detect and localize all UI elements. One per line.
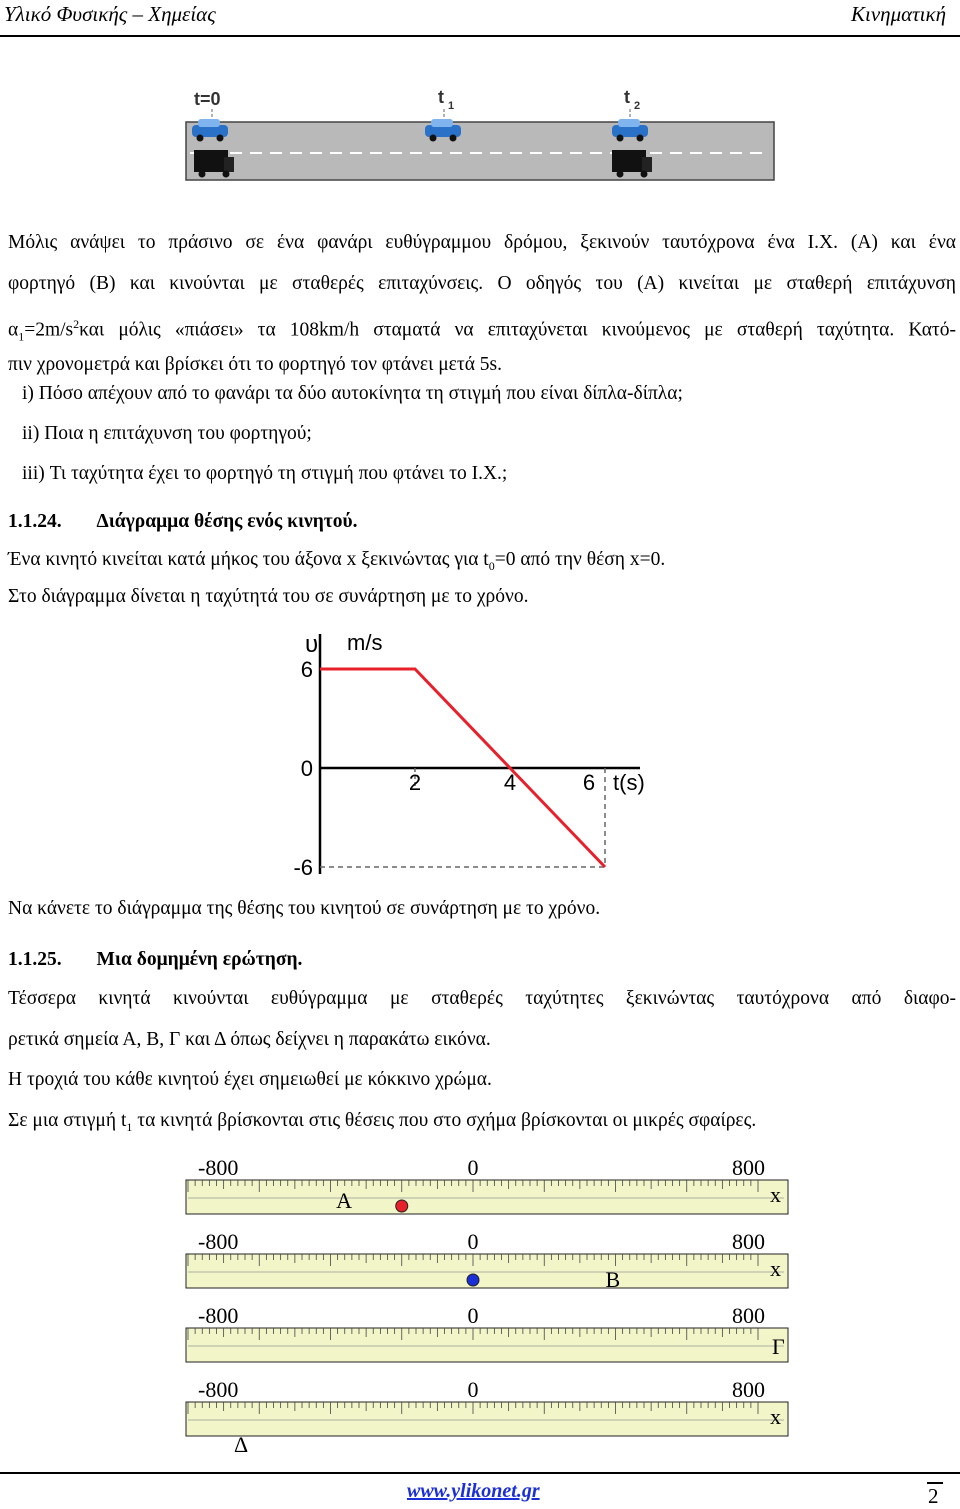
point-label: Α xyxy=(336,1188,353,1213)
problem-title: Μια δομημένη ερώτηση. xyxy=(96,949,303,970)
text-line: ρετικά σημεία Α, Β, Γ και Δ όπως δείχνει η παρακάτω εικόνα. xyxy=(8,1028,491,1050)
superscript: 2 xyxy=(73,317,80,332)
header-rule xyxy=(0,35,960,37)
velocity-time-chart xyxy=(295,622,655,884)
ruler-axis-label: x xyxy=(770,1182,781,1207)
ruler-label-left: -800 xyxy=(198,1377,239,1402)
y-tick-label: -6 xyxy=(293,855,313,880)
problem-24-task: Να κάνετε το διάγραμμα της θέσης του κινητού σε συνάρτηση με το χρόνο. xyxy=(8,898,601,919)
text-line: Μόλις ανάψει το πράσινο σε ένα φανάρι ευθύγραμμου δρόμου, ξεκινούν ταυτόχρονα ένα Ι.Χ. (Α) και ένα xyxy=(8,232,956,253)
page-number xyxy=(928,1480,943,1509)
ruler-label-left: -800 xyxy=(198,1229,239,1254)
page-number-text: 2 xyxy=(928,1484,939,1508)
text-line: Η τροχιά του κάθε κινητού έχει σημειωθεί με κόκκινο χρώμα. xyxy=(8,1069,492,1091)
road xyxy=(186,122,774,180)
position-ball xyxy=(396,1200,408,1212)
ruler-label-left: -800 xyxy=(198,1303,239,1328)
x-tick-label: 4 xyxy=(503,770,517,795)
label-t0: t=0 xyxy=(194,89,221,109)
text-line xyxy=(8,1101,956,1142)
y-axis-unit: m/s xyxy=(347,630,383,655)
ruler xyxy=(186,1303,788,1362)
position-rulers xyxy=(180,1150,820,1457)
problem-24-line1 xyxy=(8,549,665,574)
question-iii: iii) Τι ταχύτητα έχει το φορτηγό τη στιγμή που φτάνει το Ι.Χ.; xyxy=(22,463,508,484)
ruler-label-right: 800 xyxy=(732,1377,765,1402)
problem-25-heading xyxy=(8,949,302,971)
footer-link[interactable]: www.ylikonet.gr xyxy=(407,1480,540,1502)
label-t1: t xyxy=(438,87,444,107)
text-line xyxy=(8,304,956,345)
ruler-label-zero: 0 xyxy=(467,1377,479,1402)
question-i: i) Πόσο απέχουν από το φανάρι τα δύο αυτοκίνητα τη στιγμή που είναι δίπλα-δίπλα; xyxy=(22,383,683,404)
ruler-axis-label: x xyxy=(770,1404,781,1429)
point-label: Δ xyxy=(234,1432,249,1457)
problem-number: 1.1.25. xyxy=(8,949,62,970)
label-t2-sub: 2 xyxy=(634,100,641,112)
text-span: Σε μια στιγμή t xyxy=(8,1110,127,1132)
ruler-label-right: 800 xyxy=(732,1155,765,1180)
x-tick-label: 2 xyxy=(408,770,422,795)
ruler-label-right: 800 xyxy=(732,1229,765,1254)
ruler-label-zero: 0 xyxy=(467,1229,479,1254)
text-line: Τέσσερα κινητά κινούνται ευθύγραμμα με σταθερές ταχύτητες ξεκινώντας ταυτόχρονα από διαφο- xyxy=(8,988,956,1009)
subscript: 1 xyxy=(126,1119,133,1134)
ruler-label-right: 800 xyxy=(732,1303,765,1328)
x-tick-label: 6 xyxy=(582,770,596,795)
point-label: Γ xyxy=(772,1334,785,1359)
ruler xyxy=(186,1155,788,1214)
position-ball xyxy=(467,1274,479,1286)
y-tick-label: 6 xyxy=(300,657,313,682)
ruler-label-zero: 0 xyxy=(467,1303,479,1328)
problem-number: 1.1.24. xyxy=(8,511,62,532)
problem-25-text xyxy=(8,979,956,1142)
text-span: τα κινητά βρίσκονται στις θέσεις που στο σχήμα βρίσκονται οι μικρές σφαίρες. xyxy=(132,1110,757,1132)
problem-24-line2: Στο διάγραμμα δίνεται η ταχύτητά του σε συνάρτηση με το χρόνο. xyxy=(8,586,529,607)
footer-rule xyxy=(0,1472,960,1474)
header-title: Υλικό Φυσικής – Χημείας xyxy=(4,2,216,26)
text-span: α xyxy=(8,319,19,341)
ruler-label-zero: 0 xyxy=(467,1155,479,1180)
text-line: φορτηγό (Β) και κινούνται με σταθερές επιταχύνσεις. Ο οδηγός του (Α) κινείται με σταθερή επιτάχυνση xyxy=(8,272,956,294)
problem-24-heading xyxy=(8,511,358,533)
ruler xyxy=(186,1377,788,1457)
problem-title: Διάγραμμα θέσης ενός κινητού. xyxy=(96,511,358,532)
label-t1-sub: 1 xyxy=(448,100,455,112)
road-figure xyxy=(180,85,780,185)
y-tick-label: 0 xyxy=(300,756,313,781)
subscript: 0 xyxy=(488,558,495,573)
ruler-axis-label: x xyxy=(770,1256,781,1281)
x-axis-title: t(s) xyxy=(613,770,645,795)
text-line: πιν χρονομετρά και βρίσκει ότι το φορτηγό τον φτάνει μετά 5s. xyxy=(8,354,503,376)
ruler-label-left: -800 xyxy=(198,1155,239,1180)
label-t2: t xyxy=(624,87,630,107)
question-ii: ii) Ποια η επιτάχυνση του φορτηγού; xyxy=(22,423,312,444)
y-axis-label: υ xyxy=(305,631,319,658)
problem-23-text xyxy=(8,223,956,386)
text-span: Ένα κινητό κινείται κατά μήκος του άξονα x ξεκινώντας για t xyxy=(8,549,489,570)
text-span: =0 από την θέση x=0. xyxy=(494,549,666,570)
subscript: 1 xyxy=(18,329,25,344)
point-label: Β xyxy=(605,1267,621,1292)
ruler xyxy=(186,1229,788,1292)
text-span: και μόλις «πιάσει» τα 108km/h σταματά να επιταχύνεται κινούμενος με σταθερή ταχύτητα. Κατό- xyxy=(79,319,956,341)
text-span: =2m/s xyxy=(24,319,74,341)
header-chapter: Κινηματική xyxy=(851,2,946,26)
